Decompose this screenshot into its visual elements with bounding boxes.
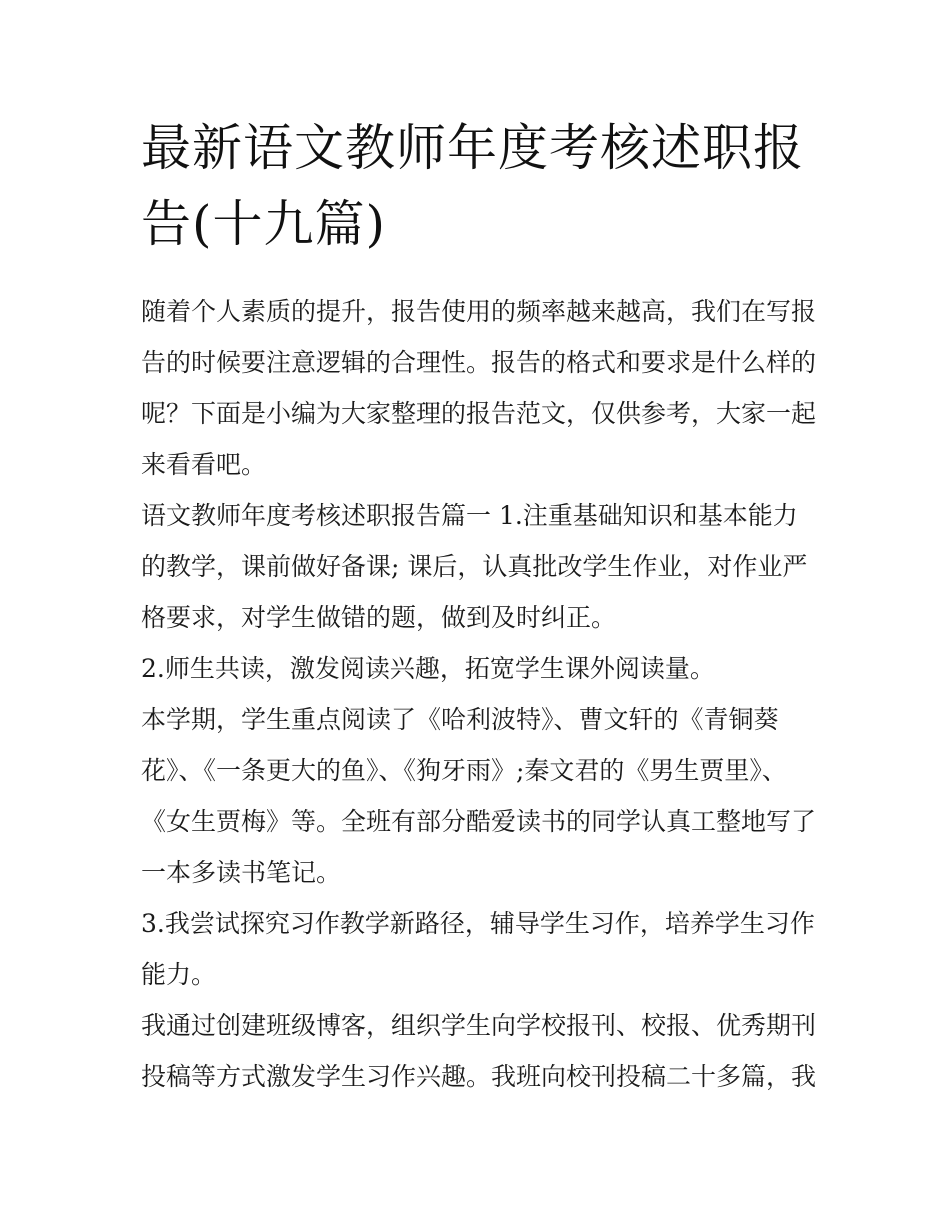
document-title: 最新语文教师年度考核述职报告(十九篇)	[141, 119, 804, 253]
paragraph-intro: 随着个人素质的提升，报告使用的频率越来越高，我们在写报告的时候要注意逻辑的合理性。报告的格式和要求是什么样的呢？下面是小编为大家整理的报告范文，仅供参考，大家一起来看看吧。	[141, 297, 817, 479]
paragraph-point-three: 3.我尝试探究习作教学新路径，辅导学生习作，培养学生习作能力。	[141, 909, 815, 989]
document-content	[141, 110, 816, 1102]
paragraph-point-two: 2.师生共读，激发阅读兴趣，拓宽学生课外阅读量。	[141, 654, 715, 683]
paragraph-blog-submissions: 我通过创建班级博客，组织学生向学校报刊、校报、优秀期刊投稿等方式激发学生习作兴趣。我班向校刊投稿二十多篇，我	[141, 1011, 817, 1091]
paragraph-section-one: 语文教师年度考核述职报告篇一 1.注重基础知识和基本能力的教学，课前做好备课; 课后，认真批改学生作业，对作业严格要求，对学生做错的题，做到及时纠正。	[141, 501, 808, 632]
document-body	[141, 286, 816, 1102]
paragraph-reading-list: 本学期，学生重点阅读了《哈利波特》、曹文轩的《青铜葵花》、《一条更大的鱼》、《狗牙雨》;秦文君的《男生贾里》、《女生贾梅》等。全班有部分酷爱读书的同学认真工整地写了一本多读书笔记。	[141, 705, 817, 887]
